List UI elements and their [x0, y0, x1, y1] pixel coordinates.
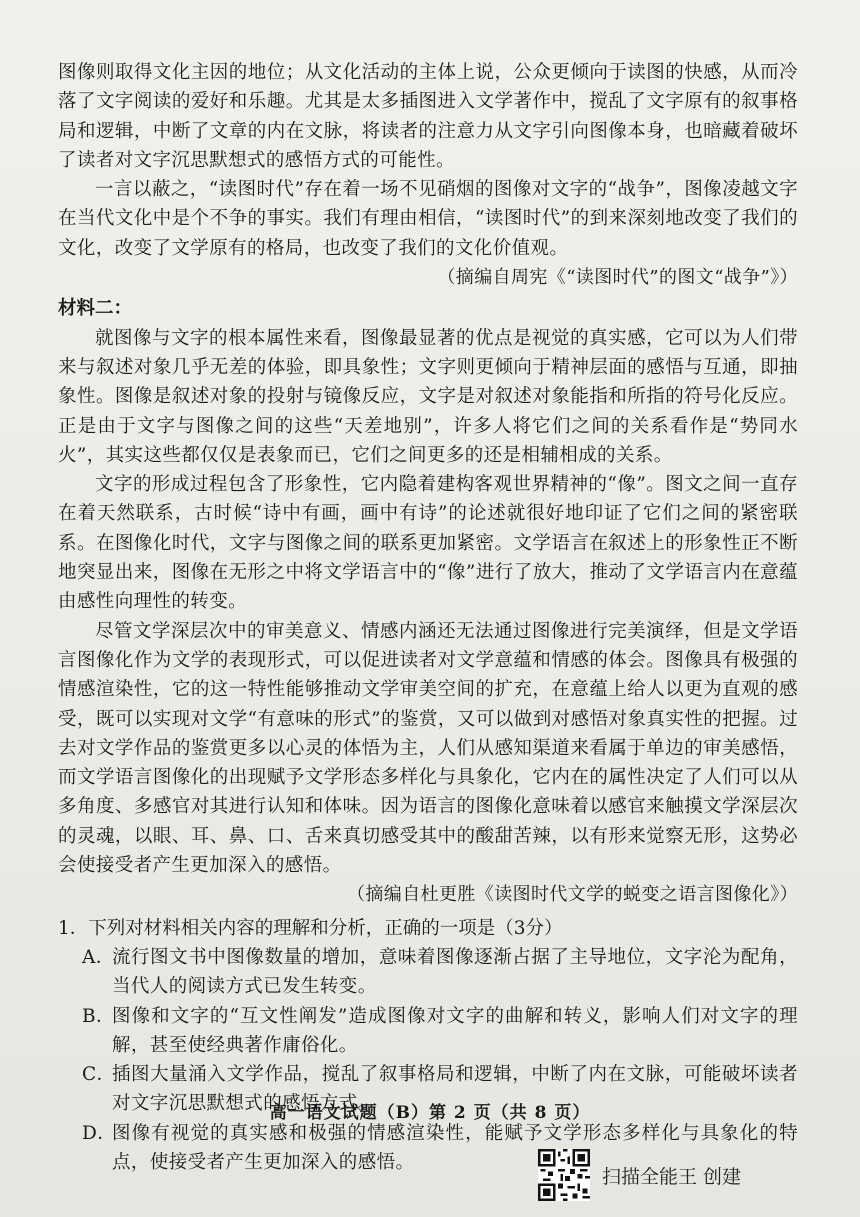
- material2-source: （摘编自杜更胜《读图时代文学的蜕变之语言图像化》）: [347, 884, 798, 906]
- qr-code-icon: [538, 1149, 590, 1201]
- option-letter: A．: [82, 946, 115, 968]
- option-letter: C．: [82, 1064, 116, 1086]
- option-letter: D．: [82, 1122, 117, 1144]
- question-1-options: [58, 943, 798, 1177]
- option-a: [58, 943, 798, 1002]
- material2-heading: 材料二：: [58, 298, 133, 320]
- page-content: [58, 58, 798, 1177]
- material2-paragraph-1: 就图像与文字的根本属性来看，图像最显著的优点是视觉的真实感，它可以为人们带来与叙述对象几乎无差的体验，即具象性；文字则更倾向于精神层面的感悟与互通，即抽象性。图像是叙述对象的投射与镜像反应，文字是对叙述对象能指和所指的符号化反应。正是由于文字与图像之间的这些“天差地别”，许多人将它们之间的关系看作是“势同水火”，其实这些都仅仅是表象而已，它们之间更多的还是相辅相成的关系。: [58, 327, 798, 466]
- page-footer: 高一语文试题（B）第 2 页（共 8 页）: [269, 1103, 591, 1123]
- option-b: [58, 1002, 798, 1061]
- option-text: 图像和文字的“互文性阐发”造成图像对文字的曲解和转义，影响人们对文字的理解，甚至使经典著作庸俗化。: [112, 1005, 798, 1056]
- material2-paragraph-2: 文字的形成过程包含了形象性，它内隐着建构客观世界精神的“像”。图文之间一直存在着天然联系，古时候“诗中有画，画中有诗”的论述就很好地印证了它们之间的紧密联系。在图像化时代，文字与图像之间的联系更加紧密。文学语言在叙述上的形象性正不断地突显出来，图像在无形之中将文学语言中的“像”进行了放大，推动了文学语言内在意蕴由感性向理性的转变。: [58, 474, 798, 613]
- material1-source: （摘编自周宪《“读图时代”的图文“战争”》）: [437, 267, 798, 289]
- option-text: 插图大量涌入文学作品，搅乱了叙事格局和逻辑，中断了内在文脉，可能破坏读者对文字沉思默想式的感悟方式。: [112, 1064, 798, 1115]
- option-text: 流行图文书中图像数量的增加，意味着图像逐渐占据了主导地位，文字沦为配角，当代人的阅读方式已发生转变。: [112, 946, 798, 998]
- material2-paragraph-3: 尽管文学深层次中的审美意义、情感内涵还无法通过图像进行完美演绎，但是文学语言图像化作为文学的表现形式，可以促进读者对文学意蕴和情感的体会。图像具有极强的情感渲染性，它的这一特性能够推动文学审美空间的扩充，在意蕴上给人以更为直观的感受，既可以实现对文学“有意味的形式”的鉴赏，又可以做到对感悟对象真实性的把握。过去对文学作品的鉴赏更多以心灵的体悟为主，人们从感知渠道来看属于单边的审美感悟，而文学语言图像化的出现赋予文学形态多样化与具象化，它内在的属性决定了人们可以从多角度、多感官对其进行认知和体味。因为语言的图像化意味着以感官来触摸文学深层次的灵魂，以眼、耳、鼻、口、舌来真切感受其中的酸甜苦辣，以有形来觉察无形，这势必会使接受者产生更加深入的感悟。: [58, 620, 798, 877]
- option-letter: B．: [82, 1005, 115, 1027]
- watermark-text: 扫描全能王 创建: [602, 1165, 742, 1188]
- material1-paragraph-continued: 图像则取得文化主因的地位；从文化活动的主体上说，公众更倾向于读图的快感，从而冷落了文字阅读的爱好和乐趣。尤其是太多插图进入文学著作中，搅乱了文字原有的叙事格局和逻辑，中断了文章的内在文脉，将读者的注意力从文字引向图像本身，也暗藏着破坏了读者对文字沉思默想式的感悟方式的可能性。: [58, 62, 798, 171]
- material1-paragraph-conclusion: 一言以蔽之，“读图时代”存在着一场不见硝烟的图像对文字的“战争”，图像凌越文字在当代文化中是个不争的事实。我们有理由相信，“读图时代”的到来深刻地改变了我们的文化，改变了文学原有的格局，也改变了我们的文化价值观。: [58, 179, 798, 259]
- scanner-watermark: [538, 1148, 798, 1202]
- option-text: 图像有视觉的真实感和极强的情感渲染性，能赋予文学形态多样化与具象化的特点，使接受者产生更加深入的感悟。: [112, 1122, 798, 1173]
- question-1-stem: 1．下列对材料相关内容的理解和分析，正确的一项是（3分）: [58, 917, 563, 939]
